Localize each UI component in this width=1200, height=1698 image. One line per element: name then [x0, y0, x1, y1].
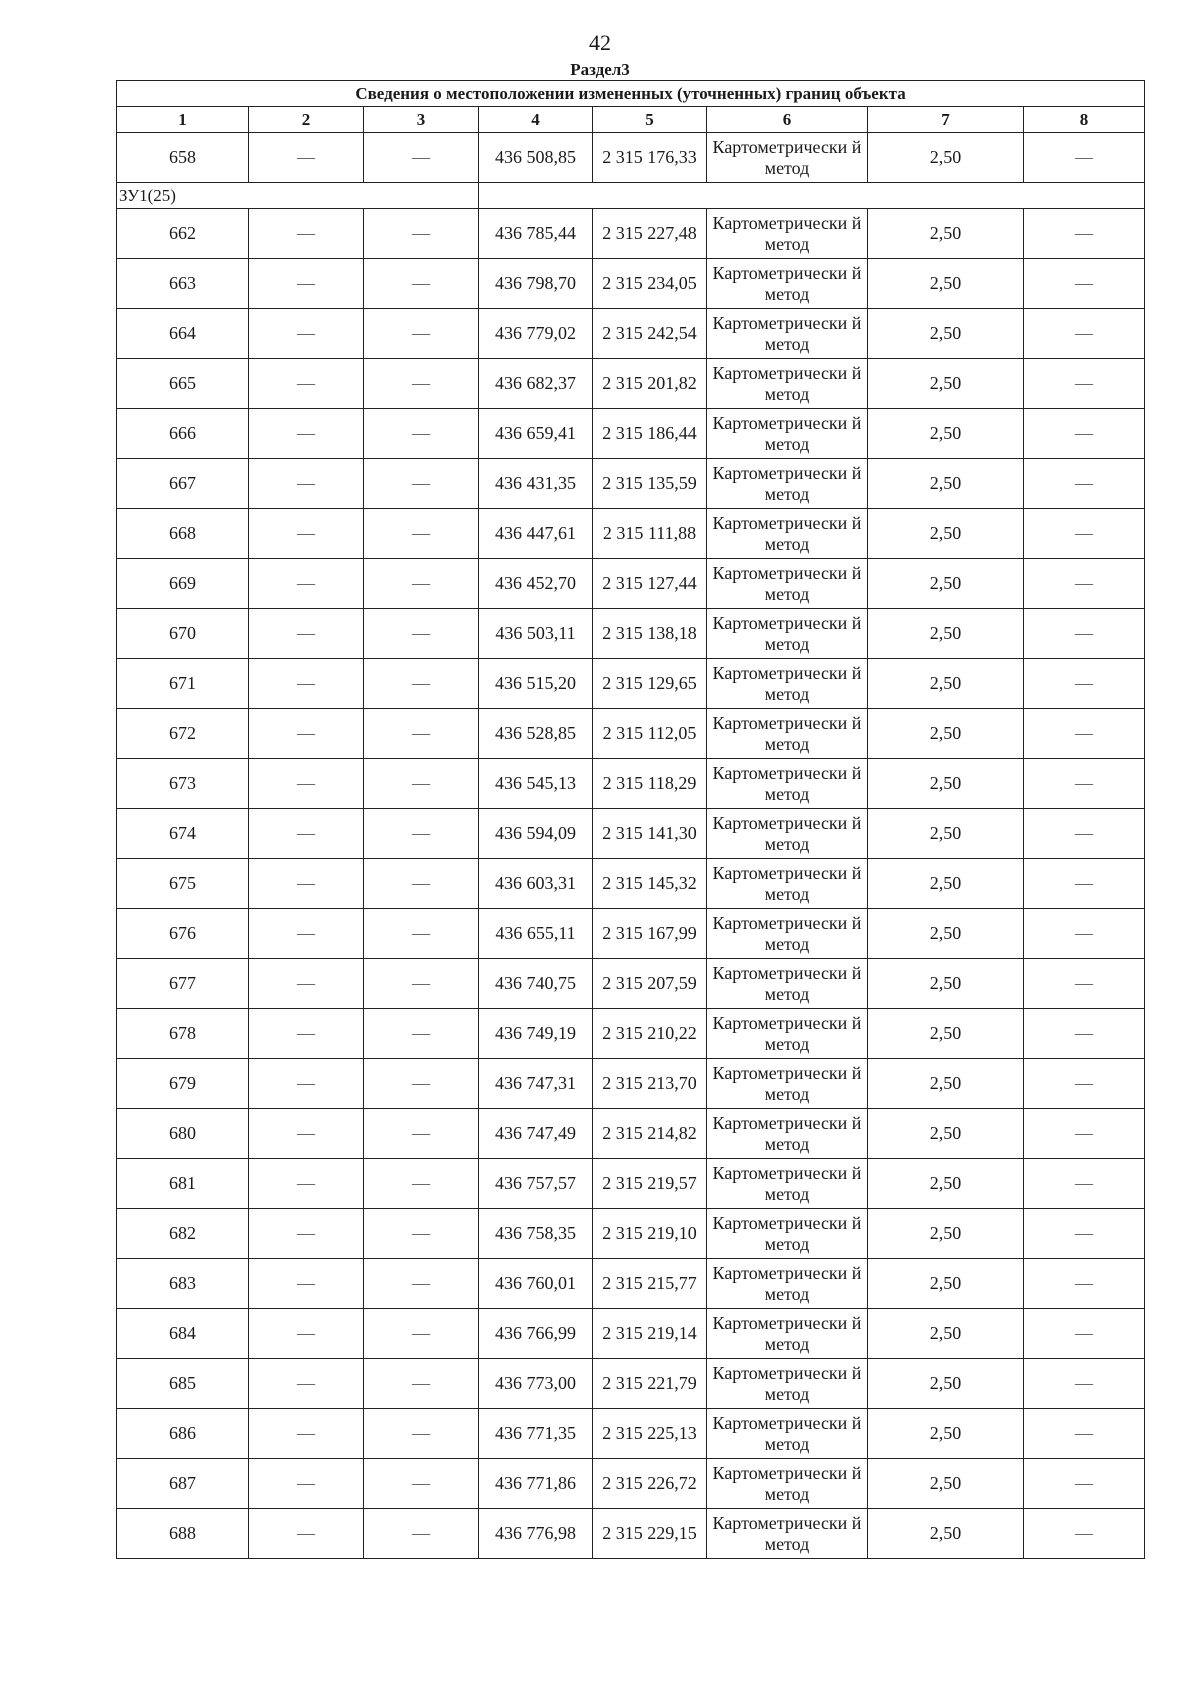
point-number-cell: 667	[117, 459, 249, 509]
column-3-cell: —	[364, 559, 479, 609]
column-8-cell: —	[1024, 459, 1145, 509]
method-cell: Картометрически й метод	[707, 759, 868, 809]
column-2-cell: —	[249, 659, 364, 709]
section-title: Раздел3	[570, 60, 630, 79]
column-3-cell: —	[364, 1359, 479, 1409]
point-number-cell: 677	[117, 959, 249, 1009]
x-coordinate-cell: 436 785,44	[479, 209, 593, 259]
method-cell: Картометрически й метод	[707, 859, 868, 909]
column-2-cell: —	[249, 1159, 364, 1209]
x-coordinate-cell: 436 655,11	[479, 909, 593, 959]
method-cell: Картометрически й метод	[707, 809, 868, 859]
accuracy-cell: 2,50	[868, 359, 1024, 409]
accuracy-cell: 2,50	[868, 309, 1024, 359]
column-2-cell: —	[249, 1209, 364, 1259]
y-coordinate-cell: 2 315 129,65	[593, 659, 707, 709]
y-coordinate-cell: 2 315 219,10	[593, 1209, 707, 1259]
column-2-cell: —	[249, 459, 364, 509]
x-coordinate-cell: 436 760,01	[479, 1259, 593, 1309]
accuracy-cell: 2,50	[868, 759, 1024, 809]
y-coordinate-cell: 2 315 210,22	[593, 1009, 707, 1059]
column-3-cell: —	[364, 459, 479, 509]
method-cell: Картометрически й метод	[707, 659, 868, 709]
table-row	[117, 1059, 1145, 1109]
x-coordinate-cell: 436 773,00	[479, 1359, 593, 1409]
table-caption-row	[117, 81, 1145, 107]
column-3-cell: —	[364, 759, 479, 809]
column-2-cell: —	[249, 809, 364, 859]
x-coordinate-cell: 436 758,35	[479, 1209, 593, 1259]
column-2-cell: —	[249, 309, 364, 359]
y-coordinate-cell: 2 315 229,15	[593, 1509, 707, 1559]
column-3-cell: —	[364, 1259, 479, 1309]
x-coordinate-cell: 436 447,61	[479, 509, 593, 559]
y-coordinate-cell: 2 315 138,18	[593, 609, 707, 659]
method-cell: Картометрически й метод	[707, 259, 868, 309]
column-3-cell: —	[364, 609, 479, 659]
y-coordinate-cell: 2 315 226,72	[593, 1459, 707, 1509]
x-coordinate-cell: 436 515,20	[479, 659, 593, 709]
x-coordinate-cell: 436 766,99	[479, 1309, 593, 1359]
column-3-cell: —	[364, 809, 479, 859]
column-header-row	[117, 107, 1145, 133]
y-coordinate-cell: 2 315 127,44	[593, 559, 707, 609]
column-8-cell: —	[1024, 1309, 1145, 1359]
point-number-cell: 675	[117, 859, 249, 909]
point-number-cell: 670	[117, 609, 249, 659]
accuracy-cell: 2,50	[868, 709, 1024, 759]
point-number-cell: 676	[117, 909, 249, 959]
method-cell: Картометрически й метод	[707, 1109, 868, 1159]
y-coordinate-cell: 2 315 234,05	[593, 259, 707, 309]
column-8-cell: —	[1024, 1509, 1145, 1559]
column-3-cell: —	[364, 859, 479, 909]
column-8-cell: —	[1024, 1059, 1145, 1109]
point-number-cell: 672	[117, 709, 249, 759]
method-cell: Картометрически й метод	[707, 1459, 868, 1509]
point-number-cell: 680	[117, 1109, 249, 1159]
column-8-cell: —	[1024, 1459, 1145, 1509]
accuracy-cell: 2,50	[868, 659, 1024, 709]
table-row	[117, 1359, 1145, 1409]
column-3-cell: —	[364, 1459, 479, 1509]
accuracy-cell: 2,50	[868, 409, 1024, 459]
group-label: ЗУ1(25)	[117, 183, 479, 209]
table-row	[117, 659, 1145, 709]
column-8-cell: —	[1024, 133, 1145, 183]
table-row	[117, 959, 1145, 1009]
point-number-cell: 664	[117, 309, 249, 359]
x-coordinate-cell: 436 776,98	[479, 1509, 593, 1559]
table-row	[117, 1309, 1145, 1359]
column-2-cell: —	[249, 1409, 364, 1459]
method-cell: Картометрически й метод	[707, 609, 868, 659]
column-8-cell: —	[1024, 759, 1145, 809]
column-8-cell: —	[1024, 409, 1145, 459]
table-row	[117, 309, 1145, 359]
column-2-cell: —	[249, 1259, 364, 1309]
accuracy-cell: 2,50	[868, 1159, 1024, 1209]
column-3-cell: —	[364, 409, 479, 459]
accuracy-cell: 2,50	[868, 1509, 1024, 1559]
table-row	[117, 1009, 1145, 1059]
column-2-cell: —	[249, 509, 364, 559]
point-number-cell: 663	[117, 259, 249, 309]
column-8-cell: —	[1024, 359, 1145, 409]
column-3-cell: —	[364, 1059, 479, 1109]
y-coordinate-cell: 2 315 219,14	[593, 1309, 707, 1359]
page-number: 42	[589, 30, 611, 55]
point-number-cell: 666	[117, 409, 249, 459]
column-8-cell: —	[1024, 1209, 1145, 1259]
coordinates-table	[116, 80, 1145, 1559]
x-coordinate-cell: 436 779,02	[479, 309, 593, 359]
column-3-cell: —	[364, 259, 479, 309]
x-coordinate-cell: 436 431,35	[479, 459, 593, 509]
y-coordinate-cell: 2 315 221,79	[593, 1359, 707, 1409]
column-2-cell: —	[249, 759, 364, 809]
y-coordinate-cell: 2 315 201,82	[593, 359, 707, 409]
point-number-cell: 679	[117, 1059, 249, 1109]
x-coordinate-cell: 436 659,41	[479, 409, 593, 459]
point-number-cell: 684	[117, 1309, 249, 1359]
column-8-cell: —	[1024, 959, 1145, 1009]
x-coordinate-cell: 436 594,09	[479, 809, 593, 859]
column-2-cell: —	[249, 209, 364, 259]
accuracy-cell: 2,50	[868, 1459, 1024, 1509]
y-coordinate-cell: 2 315 225,13	[593, 1409, 707, 1459]
column-2-cell: —	[249, 1359, 364, 1409]
column-8-cell: —	[1024, 909, 1145, 959]
accuracy-cell: 2,50	[868, 1009, 1024, 1059]
column-8-cell: —	[1024, 809, 1145, 859]
point-number-cell: 669	[117, 559, 249, 609]
table-row	[117, 1409, 1145, 1459]
point-number-cell: 681	[117, 1159, 249, 1209]
accuracy-cell: 2,50	[868, 859, 1024, 909]
x-coordinate-cell: 436 771,35	[479, 1409, 593, 1459]
y-coordinate-cell: 2 315 112,05	[593, 709, 707, 759]
group-row	[117, 183, 1145, 209]
point-number-cell: 687	[117, 1459, 249, 1509]
column-header: 4	[479, 107, 593, 133]
table-row	[117, 609, 1145, 659]
point-number-cell: 685	[117, 1359, 249, 1409]
method-cell: Картометрически й метод	[707, 1259, 868, 1309]
table-row	[117, 709, 1145, 759]
column-3-cell: —	[364, 659, 479, 709]
column-2-cell: —	[249, 1509, 364, 1559]
method-cell: Картометрически й метод	[707, 133, 868, 183]
y-coordinate-cell: 2 315 111,88	[593, 509, 707, 559]
method-cell: Картометрически й метод	[707, 1359, 868, 1409]
x-coordinate-cell: 436 508,85	[479, 133, 593, 183]
method-cell: Картометрически й метод	[707, 309, 868, 359]
x-coordinate-cell: 436 798,70	[479, 259, 593, 309]
method-cell: Картометрически й метод	[707, 409, 868, 459]
point-number-cell: 665	[117, 359, 249, 409]
y-coordinate-cell: 2 315 213,70	[593, 1059, 707, 1109]
table-row	[117, 409, 1145, 459]
method-cell: Картометрически й метод	[707, 1009, 868, 1059]
y-coordinate-cell: 2 315 215,77	[593, 1259, 707, 1309]
column-8-cell: —	[1024, 259, 1145, 309]
y-coordinate-cell: 2 315 242,54	[593, 309, 707, 359]
table-row	[117, 759, 1145, 809]
method-cell: Картометрически й метод	[707, 1409, 868, 1459]
column-header: 8	[1024, 107, 1145, 133]
column-8-cell: —	[1024, 1259, 1145, 1309]
x-coordinate-cell: 436 771,86	[479, 1459, 593, 1509]
method-cell: Картометрически й метод	[707, 909, 868, 959]
table-row	[117, 259, 1145, 309]
group-row-filler	[479, 183, 1145, 209]
column-3-cell: —	[364, 1409, 479, 1459]
table-row	[117, 559, 1145, 609]
column-8-cell: —	[1024, 309, 1145, 359]
x-coordinate-cell: 436 749,19	[479, 1009, 593, 1059]
column-8-cell: —	[1024, 1009, 1145, 1059]
table-row	[117, 1159, 1145, 1209]
column-8-cell: —	[1024, 709, 1145, 759]
column-2-cell: —	[249, 1059, 364, 1109]
column-header: 6	[707, 107, 868, 133]
point-number-cell: 682	[117, 1209, 249, 1259]
y-coordinate-cell: 2 315 207,59	[593, 959, 707, 1009]
point-number-cell: 678	[117, 1009, 249, 1059]
column-header: 3	[364, 107, 479, 133]
method-cell: Картометрически й метод	[707, 1309, 868, 1359]
column-8-cell: —	[1024, 209, 1145, 259]
x-coordinate-cell: 436 528,85	[479, 709, 593, 759]
point-number-cell: 673	[117, 759, 249, 809]
column-2-cell: —	[249, 1459, 364, 1509]
column-3-cell: —	[364, 209, 479, 259]
y-coordinate-cell: 2 315 186,44	[593, 409, 707, 459]
column-header: 1	[117, 107, 249, 133]
accuracy-cell: 2,50	[868, 959, 1024, 1009]
method-cell: Картометрически й метод	[707, 1059, 868, 1109]
x-coordinate-cell: 436 747,49	[479, 1109, 593, 1159]
column-2-cell: —	[249, 709, 364, 759]
table-row	[117, 1209, 1145, 1259]
accuracy-cell: 2,50	[868, 509, 1024, 559]
column-3-cell: —	[364, 133, 479, 183]
method-cell: Картометрически й метод	[707, 359, 868, 409]
y-coordinate-cell: 2 315 227,48	[593, 209, 707, 259]
column-2-cell: —	[249, 409, 364, 459]
column-2-cell: —	[249, 959, 364, 1009]
x-coordinate-cell: 436 603,31	[479, 859, 593, 909]
column-2-cell: —	[249, 259, 364, 309]
x-coordinate-cell: 436 452,70	[479, 559, 593, 609]
x-coordinate-cell: 436 682,37	[479, 359, 593, 409]
point-number-cell: 674	[117, 809, 249, 859]
column-2-cell: —	[249, 859, 364, 909]
column-2-cell: —	[249, 133, 364, 183]
method-cell: Картометрически й метод	[707, 1209, 868, 1259]
method-cell: Картометрически й метод	[707, 559, 868, 609]
column-header: 5	[593, 107, 707, 133]
accuracy-cell: 2,50	[868, 809, 1024, 859]
column-8-cell: —	[1024, 659, 1145, 709]
column-3-cell: —	[364, 309, 479, 359]
table-row	[117, 909, 1145, 959]
table-row	[117, 359, 1145, 409]
y-coordinate-cell: 2 315 145,32	[593, 859, 707, 909]
table-row	[117, 133, 1145, 183]
table-title: Сведения о местоположении измененных (уточненных) границ объекта	[117, 81, 1145, 107]
column-3-cell: —	[364, 709, 479, 759]
column-8-cell: —	[1024, 1409, 1145, 1459]
point-number-cell: 668	[117, 509, 249, 559]
accuracy-cell: 2,50	[868, 1309, 1024, 1359]
x-coordinate-cell: 436 545,13	[479, 759, 593, 809]
method-cell: Картометрически й метод	[707, 1509, 868, 1559]
table-row	[117, 509, 1145, 559]
table-row	[117, 1509, 1145, 1559]
method-cell: Картометрически й метод	[707, 709, 868, 759]
column-2-cell: —	[249, 1009, 364, 1059]
method-cell: Картометрически й метод	[707, 459, 868, 509]
table-row	[117, 209, 1145, 259]
accuracy-cell: 2,50	[868, 909, 1024, 959]
point-number-cell: 683	[117, 1259, 249, 1309]
column-header: 7	[868, 107, 1024, 133]
x-coordinate-cell: 436 757,57	[479, 1159, 593, 1209]
accuracy-cell: 2,50	[868, 1109, 1024, 1159]
column-3-cell: —	[364, 1159, 479, 1209]
table-row	[117, 809, 1145, 859]
method-cell: Картометрически й метод	[707, 1159, 868, 1209]
accuracy-cell: 2,50	[868, 1259, 1024, 1309]
table-row	[117, 1109, 1145, 1159]
accuracy-cell: 2,50	[868, 1409, 1024, 1459]
y-coordinate-cell: 2 315 214,82	[593, 1109, 707, 1159]
y-coordinate-cell: 2 315 167,99	[593, 909, 707, 959]
column-3-cell: —	[364, 359, 479, 409]
x-coordinate-cell: 436 740,75	[479, 959, 593, 1009]
point-number-cell: 688	[117, 1509, 249, 1559]
y-coordinate-cell: 2 315 219,57	[593, 1159, 707, 1209]
column-8-cell: —	[1024, 859, 1145, 909]
point-number-cell: 671	[117, 659, 249, 709]
column-header: 2	[249, 107, 364, 133]
y-coordinate-cell: 2 315 135,59	[593, 459, 707, 509]
table-row	[117, 859, 1145, 909]
y-coordinate-cell: 2 315 141,30	[593, 809, 707, 859]
table-row	[117, 459, 1145, 509]
accuracy-cell: 2,50	[868, 209, 1024, 259]
column-2-cell: —	[249, 359, 364, 409]
column-3-cell: —	[364, 959, 479, 1009]
column-2-cell: —	[249, 909, 364, 959]
column-3-cell: —	[364, 1109, 479, 1159]
column-8-cell: —	[1024, 1109, 1145, 1159]
column-3-cell: —	[364, 1009, 479, 1059]
method-cell: Картометрически й метод	[707, 959, 868, 1009]
accuracy-cell: 2,50	[868, 259, 1024, 309]
table-row	[117, 1459, 1145, 1509]
column-3-cell: —	[364, 509, 479, 559]
column-2-cell: —	[249, 1109, 364, 1159]
point-number-cell: 662	[117, 209, 249, 259]
x-coordinate-cell: 436 503,11	[479, 609, 593, 659]
column-2-cell: —	[249, 1309, 364, 1359]
method-cell: Картометрически й метод	[707, 509, 868, 559]
point-number-cell: 658	[117, 133, 249, 183]
method-cell: Картометрически й метод	[707, 209, 868, 259]
accuracy-cell: 2,50	[868, 559, 1024, 609]
column-8-cell: —	[1024, 1159, 1145, 1209]
column-8-cell: —	[1024, 609, 1145, 659]
table-row	[117, 1259, 1145, 1309]
column-8-cell: —	[1024, 559, 1145, 609]
column-2-cell: —	[249, 609, 364, 659]
point-number-cell: 686	[117, 1409, 249, 1459]
accuracy-cell: 2,50	[868, 1209, 1024, 1259]
column-8-cell: —	[1024, 509, 1145, 559]
y-coordinate-cell: 2 315 118,29	[593, 759, 707, 809]
column-3-cell: —	[364, 1209, 479, 1259]
table-body	[117, 133, 1145, 1559]
accuracy-cell: 2,50	[868, 609, 1024, 659]
column-3-cell: —	[364, 1509, 479, 1559]
y-coordinate-cell: 2 315 176,33	[593, 133, 707, 183]
x-coordinate-cell: 436 747,31	[479, 1059, 593, 1109]
accuracy-cell: 2,50	[868, 1359, 1024, 1409]
column-3-cell: —	[364, 1309, 479, 1359]
accuracy-cell: 2,50	[868, 459, 1024, 509]
column-8-cell: —	[1024, 1359, 1145, 1409]
accuracy-cell: 2,50	[868, 1059, 1024, 1109]
accuracy-cell: 2,50	[868, 133, 1024, 183]
column-2-cell: —	[249, 559, 364, 609]
column-3-cell: —	[364, 909, 479, 959]
